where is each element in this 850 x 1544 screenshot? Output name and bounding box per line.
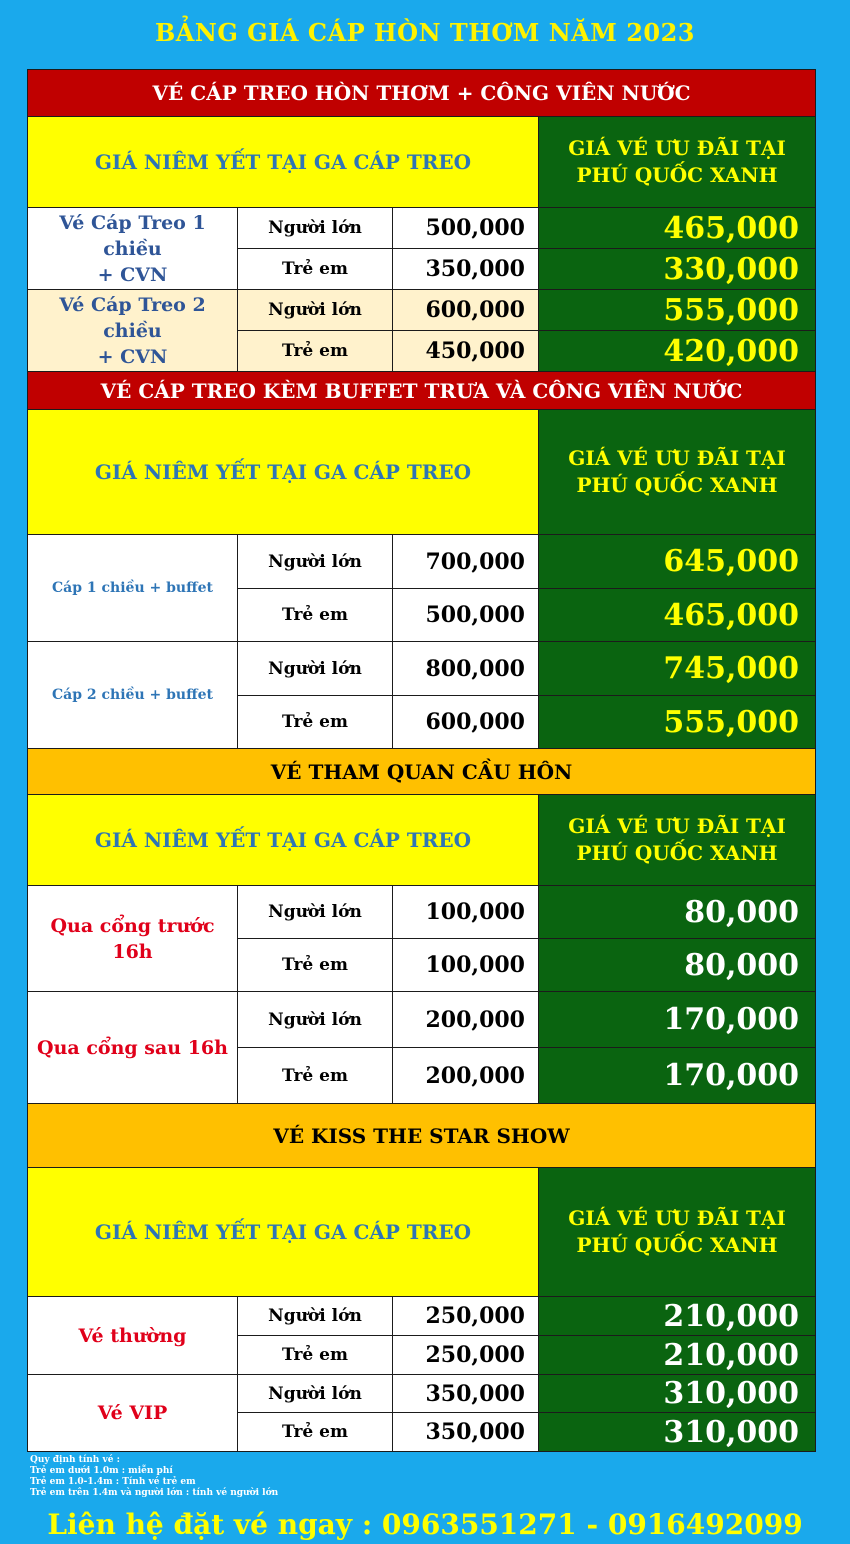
ticket-category: Qua cổng sau 16h [28, 992, 238, 1104]
passenger-type: Trẻ em [238, 939, 393, 992]
listed-price: 350,000 [393, 249, 539, 290]
column-header-row [28, 117, 816, 208]
listed-price: 800,000 [393, 642, 539, 696]
ticket-category: Cáp 2 chiều + buffet [28, 642, 238, 749]
column-header-row [28, 795, 816, 886]
listed-price-header: GIÁ NIÊM YẾT TẠI GA CÁP TREO [28, 410, 539, 535]
passenger-type: Trẻ em [238, 696, 393, 749]
passenger-type: Trẻ em [238, 589, 393, 642]
promo-price: 555,000 [539, 696, 816, 749]
promo-header-line1: GIÁ VÉ ƯU ĐÃI TẠI [568, 136, 786, 160]
passenger-type: Người lớn [238, 1297, 393, 1336]
passenger-type: Trẻ em [238, 331, 393, 372]
category-line1: Vé Cáp Treo 1 chiều [59, 211, 206, 260]
listed-price: 250,000 [393, 1297, 539, 1336]
promo-price: 80,000 [539, 886, 816, 939]
listed-price-header: GIÁ NIÊM YẾT TẠI GA CÁP TREO [28, 795, 539, 886]
ticket-category: Qua cổng trước 16h [28, 886, 238, 992]
passenger-type: Người lớn [238, 208, 393, 249]
listed-price: 200,000 [393, 992, 539, 1048]
promo-price: 170,000 [539, 1048, 816, 1104]
promo-price-header [539, 1168, 816, 1297]
promo-price: 310,000 [539, 1375, 816, 1413]
promo-price-header [539, 117, 816, 208]
section-header-row [28, 1104, 816, 1168]
promo-header-line2: PHÚ QUỐC XANH [576, 163, 778, 187]
promo-price: 555,000 [539, 290, 816, 331]
listed-price: 700,000 [393, 535, 539, 589]
promo-price: 645,000 [539, 535, 816, 589]
promo-header-line1: GIÁ VÉ ƯU ĐÃI TẠI [568, 1206, 786, 1230]
passenger-type: Trẻ em [238, 1413, 393, 1452]
ticket-category: Vé VIP [28, 1375, 238, 1452]
section-header-row [28, 749, 816, 795]
ticket-category [28, 290, 238, 372]
listed-price: 350,000 [393, 1413, 539, 1452]
passenger-type: Người lớn [238, 642, 393, 696]
listed-price: 600,000 [393, 290, 539, 331]
promo-price-header [539, 410, 816, 535]
promo-header-line1: GIÁ VÉ ƯU ĐÃI TẠI [568, 446, 786, 470]
column-header-row [28, 410, 816, 535]
page-title: BẢNG GIÁ CÁP HÒN THƠM NĂM 2023 [154, 18, 696, 47]
table-row [28, 290, 816, 331]
passenger-type: Trẻ em [238, 249, 393, 290]
passenger-type: Người lớn [238, 992, 393, 1048]
section-title: VÉ CÁP TREO HÒN THƠM + CÔNG VIÊN NƯỚC [28, 70, 816, 117]
promo-price: 465,000 [539, 589, 816, 642]
section-header-row [28, 70, 816, 117]
listed-price: 600,000 [393, 696, 539, 749]
column-header-row [28, 1168, 816, 1297]
promo-header-line1: GIÁ VÉ ƯU ĐÃI TẠI [568, 814, 786, 838]
note-line: Trẻ em trên 1.4m và người lớn : tính vé người lớn [30, 1488, 279, 1498]
section-title: VÉ KISS THE STAR SHOW [28, 1104, 816, 1168]
note-line: Trẻ em 1.0-1.4m : Tính vé trẻ em [30, 1477, 196, 1487]
promo-price-header [539, 795, 816, 886]
category-line1: Vé Cáp Treo 2 chiều [59, 293, 206, 342]
table-row [28, 992, 816, 1048]
listed-price: 250,000 [393, 1336, 539, 1375]
promo-price: 745,000 [539, 642, 816, 696]
price-table [27, 69, 816, 1452]
passenger-type: Người lớn [238, 535, 393, 589]
table-row [28, 535, 816, 589]
ticket-category: Cáp 1 chiều + buffet [28, 535, 238, 642]
category-line2: + CVN [97, 345, 168, 368]
section-header-row [28, 372, 816, 410]
listed-price: 350,000 [393, 1375, 539, 1413]
contact-hotline: Liên hệ đặt vé ngay : 0963551271 - 0916492099 [47, 1508, 803, 1541]
listed-price: 500,000 [393, 589, 539, 642]
passenger-type: Người lớn [238, 290, 393, 331]
listed-price: 200,000 [393, 1048, 539, 1104]
listed-price: 100,000 [393, 886, 539, 939]
passenger-type: Người lớn [238, 1375, 393, 1413]
passenger-type: Trẻ em [238, 1336, 393, 1375]
section-title: VÉ CÁP TREO KÈM BUFFET TRƯA VÀ CÔNG VIÊN NƯỚC [28, 372, 816, 410]
table-row [28, 1375, 816, 1413]
section-title: VÉ THAM QUAN CẦU HÔN [28, 749, 816, 795]
listed-price: 500,000 [393, 208, 539, 249]
ticket-category [28, 208, 238, 290]
table-row [28, 208, 816, 249]
table-row [28, 886, 816, 939]
ticket-rules-notes [30, 1455, 278, 1499]
passenger-type: Người lớn [238, 886, 393, 939]
promo-price: 330,000 [539, 249, 816, 290]
notes-heading: Quy định tính vé : [30, 1455, 120, 1465]
note-line: Trẻ em dưới 1.0m : miễn phí [30, 1466, 173, 1476]
category-line2: + CVN [97, 263, 168, 286]
promo-price: 210,000 [539, 1297, 816, 1336]
promo-price: 420,000 [539, 331, 816, 372]
passenger-type: Trẻ em [238, 1048, 393, 1104]
promo-header-line2: PHÚ QUỐC XANH [576, 841, 778, 865]
table-row [28, 642, 816, 696]
promo-header-line2: PHÚ QUỐC XANH [576, 1233, 778, 1257]
promo-price: 210,000 [539, 1336, 816, 1375]
promo-price: 80,000 [539, 939, 816, 992]
listed-price-header: GIÁ NIÊM YẾT TẠI GA CÁP TREO [28, 1168, 539, 1297]
table-row [28, 1297, 816, 1336]
listed-price: 100,000 [393, 939, 539, 992]
listed-price-header: GIÁ NIÊM YẾT TẠI GA CÁP TREO [28, 117, 539, 208]
ticket-category: Vé thường [28, 1297, 238, 1375]
promo-price: 310,000 [539, 1413, 816, 1452]
promo-price: 170,000 [539, 992, 816, 1048]
promo-header-line2: PHÚ QUỐC XANH [576, 473, 778, 497]
promo-price: 465,000 [539, 208, 816, 249]
listed-price: 450,000 [393, 331, 539, 372]
